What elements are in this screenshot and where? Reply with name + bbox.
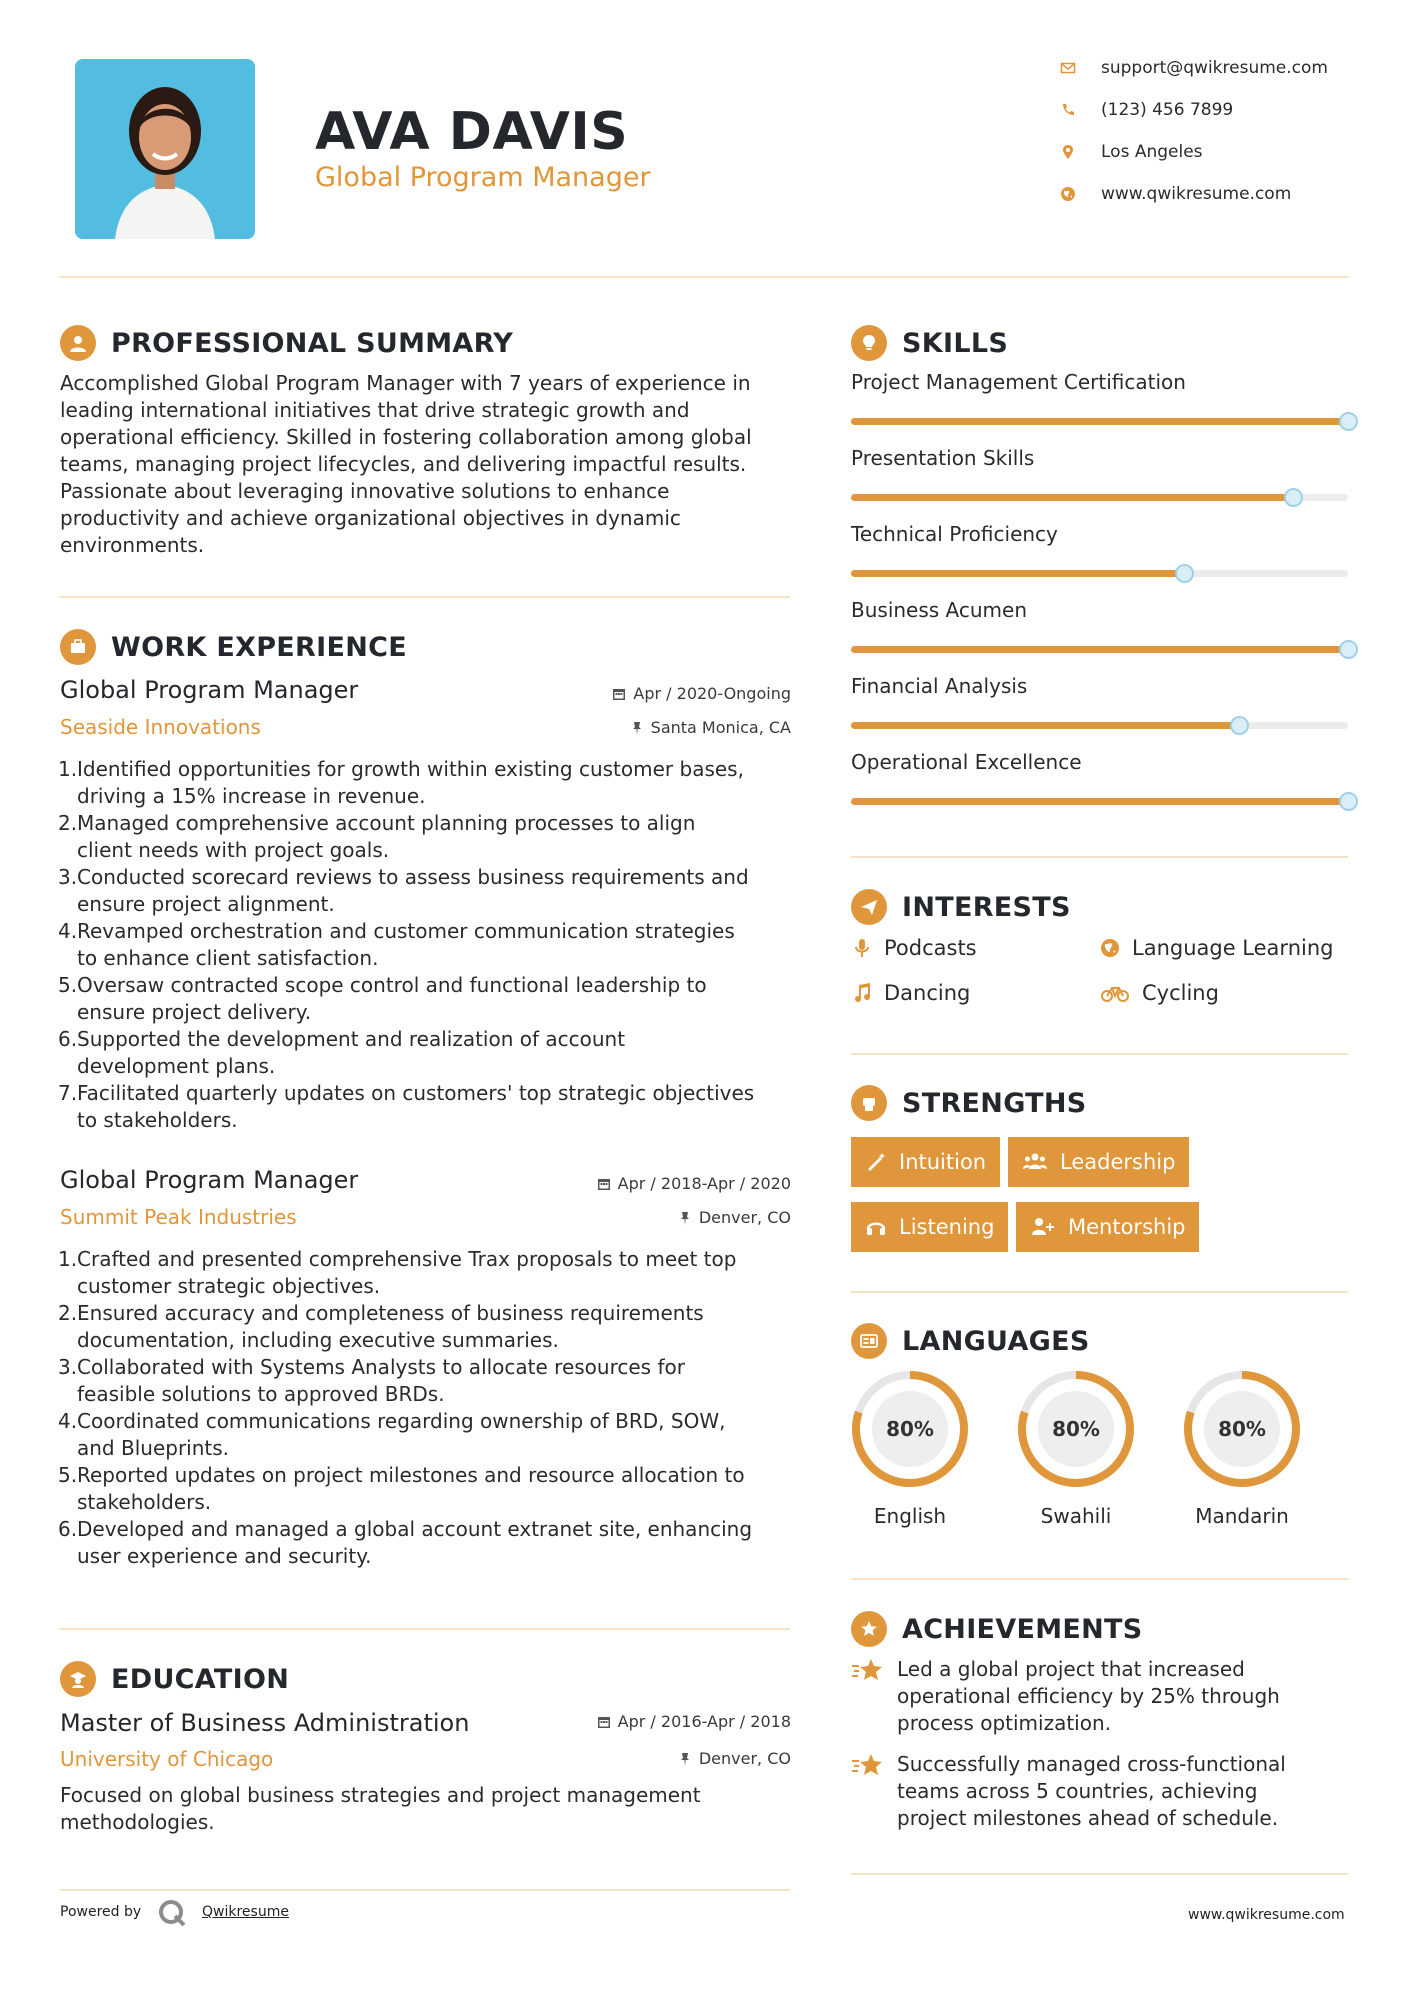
fist-icon: [851, 1085, 887, 1121]
list-item: 1. Crafted and presented comprehensive Trax proposals to meet top customer strategic objectives.: [58, 1247, 737, 1298]
education-line: Focused on global business strategies and project management: [60, 1783, 701, 1807]
contact-location: [1057, 141, 1203, 163]
list-item: 2. Managed comprehensive account planning processes to align client needs with project goals.: [58, 811, 696, 862]
contact-location-text: Los Angeles: [1101, 142, 1203, 162]
list-item: 4. Revamped orchestration and customer communication strategies to enhance client satisfaction.: [58, 919, 735, 970]
footer-website[interactable]: www.qwikresume.com: [1188, 1907, 1345, 1923]
pushpin-icon: [678, 1211, 692, 1225]
music-note-icon: [851, 982, 873, 1004]
language-percent: 80%: [886, 1417, 934, 1441]
calendar-icon: [597, 1715, 611, 1729]
section-divider: [851, 856, 1348, 858]
interest-label: Language Learning: [1132, 936, 1334, 960]
star-icon: [851, 1751, 885, 1781]
language-card-icon: [851, 1323, 887, 1359]
interest-label: Cycling: [1142, 981, 1219, 1005]
section-divider: [851, 1053, 1348, 1055]
skill-level-handle: [1175, 564, 1194, 583]
paper-plane-icon: [851, 889, 887, 925]
interests-heading: [851, 889, 1071, 925]
job-dates-text: Apr / 2020-Ongoing: [633, 684, 791, 703]
skill-level-handle: [1339, 640, 1358, 659]
strength-label: Intuition: [899, 1150, 987, 1174]
company-name: Seaside Innovations: [60, 715, 261, 739]
microphone-icon: [851, 937, 873, 959]
education-dates-text: Apr / 2016-Apr / 2018: [617, 1712, 791, 1731]
calendar-icon: [597, 1177, 611, 1191]
list-item: 5. Reported updates on project milestones and resource allocation to stakeholders.: [58, 1463, 745, 1514]
strength-tag-listening: [851, 1202, 1008, 1252]
skill-bar-fill: [851, 798, 1348, 805]
summary-line: productivity and achieve organizational objectives in dynamic: [60, 506, 681, 530]
achievement-text: Led a global project that increased operational efficiency by 25% through process optimization.: [897, 1657, 1280, 1735]
education-line: methodologies.: [60, 1810, 215, 1834]
achievement-item: [851, 1656, 1351, 1737]
skill-name: Presentation Skills: [851, 446, 1035, 470]
job-dates: [500, 1174, 791, 1193]
list-item: 3. Collaborated with Systems Analysts to allocate resources for feasible solutions to approved BRDs.: [58, 1355, 685, 1406]
strength-tag-mentorship: [1016, 1202, 1199, 1252]
job-bullets: [58, 1246, 798, 1570]
section-divider: [60, 1889, 790, 1891]
list-item: 2. Ensured accuracy and completeness of business requirements documentation, including executive summaries.: [58, 1301, 704, 1352]
header-divider: [60, 276, 1348, 278]
languages-heading: [851, 1323, 1090, 1359]
job-location: [500, 718, 791, 737]
education-heading: [60, 1661, 289, 1697]
job-dates-text: Apr / 2018-Apr / 2020: [617, 1174, 791, 1193]
users-icon: [1022, 1151, 1048, 1173]
language-ring: [849, 1368, 971, 1490]
contact-email-text: support@qwikresume.com: [1101, 58, 1328, 78]
globe-icon: [1099, 937, 1121, 959]
interest-label: Dancing: [884, 981, 971, 1005]
job-location-text: Santa Monica, CA: [650, 718, 791, 737]
contact-email[interactable]: [1057, 57, 1328, 79]
skill-bar: [851, 418, 1348, 425]
qwikresume-logo: [157, 1898, 187, 1932]
summary-line: teams, managing project lifecycles, and delivering impactful results.: [60, 452, 747, 476]
interest-label: Podcasts: [884, 936, 977, 960]
skills-heading: [851, 325, 1008, 361]
user-plus-icon: [1030, 1216, 1056, 1238]
job-dates: [500, 684, 791, 703]
list-item: 3. Conducted scorecard reviews to assess business requirements and ensure project alignment.: [58, 865, 749, 916]
summary-line: environments.: [60, 533, 205, 557]
strengths-title: STRENGTHS: [902, 1087, 1087, 1119]
skill-bar: [851, 798, 1348, 805]
section-divider: [60, 1628, 790, 1630]
bicycle-icon: [1099, 982, 1131, 1004]
language-percent: 80%: [1052, 1417, 1100, 1441]
achievement-item: [851, 1751, 1351, 1832]
user-icon: [60, 325, 96, 361]
strength-label: Listening: [899, 1215, 995, 1239]
list-item: 1. Identified opportunities for growth within existing customer bases, driving a 15% increase in revenue.: [58, 757, 744, 808]
skill-name: Project Management Certification: [851, 370, 1186, 394]
company-name: Summit Peak Industries: [60, 1205, 297, 1229]
language-item: [849, 1368, 971, 1528]
skill-name: Technical Proficiency: [851, 522, 1058, 546]
school-name: University of Chicago: [60, 1747, 274, 1771]
list-item: 7. Facilitated quarterly updates on customers' top strategic objectives to stakeholders.: [58, 1081, 755, 1132]
achievements-title: ACHIEVEMENTS: [902, 1613, 1143, 1645]
contact-phone[interactable]: [1057, 99, 1233, 121]
headphones-icon: [865, 1216, 887, 1238]
list-item: 6. Supported the development and realization of account development plans.: [58, 1027, 626, 1078]
list-item: 6. Developed and managed a global account extranet site, enhancing user experience and security.: [58, 1517, 753, 1568]
section-divider: [851, 1578, 1348, 1580]
map-pin-icon: [1057, 141, 1079, 163]
skill-level-handle: [1339, 792, 1358, 811]
skill-bar-fill: [851, 722, 1239, 729]
job-location: [500, 1208, 791, 1227]
achievement-text: Successfully managed cross-functional teams across 5 countries, achieving project milestones ahead of schedule.: [897, 1752, 1286, 1830]
summary-title: PROFESSIONAL SUMMARY: [111, 327, 514, 359]
job-title: Global Program Manager: [60, 676, 359, 704]
language-name: Mandarin: [1195, 1504, 1289, 1528]
skill-bar-fill: [851, 418, 1348, 425]
language-percent: 80%: [1218, 1417, 1266, 1441]
strength-tag-leadership: [1008, 1137, 1189, 1187]
list-item: 4. Coordinated communications regarding ownership of BRD, SOW, and Blueprints.: [58, 1409, 726, 1460]
interest-podcasts: [851, 936, 977, 960]
education-location: [500, 1749, 791, 1768]
skill-name: Financial Analysis: [851, 674, 1028, 698]
languages-title: LANGUAGES: [902, 1325, 1090, 1357]
calendar-icon: [612, 687, 626, 701]
language-item: [1181, 1368, 1303, 1528]
education-location-text: Denver, CO: [698, 1749, 791, 1768]
candidate-name: AVA DAVIS: [315, 102, 629, 162]
magic-wand-icon: [865, 1151, 887, 1173]
summary-heading: [60, 325, 513, 361]
education-dates: [500, 1712, 791, 1731]
skill-name: Business Acumen: [851, 598, 1028, 622]
language-ring: [1015, 1368, 1137, 1490]
profile-photo: [75, 59, 255, 239]
skill-bar: [851, 494, 1348, 501]
envelope-icon: [1057, 57, 1079, 79]
summary-line: operational efficiency. Skilled in fostering collaboration among global: [60, 425, 752, 449]
contact-website-text: www.qwikresume.com: [1101, 184, 1292, 204]
skill-name: Operational Excellence: [851, 750, 1082, 774]
summary-line: Accomplished Global Program Manager with 7 years of experience in: [60, 371, 751, 395]
interest-language-learning: [1099, 936, 1333, 960]
section-divider: [851, 1291, 1348, 1293]
list-item: 5. Oversaw contracted scope control and functional leadership to ensure project delivery.: [58, 973, 707, 1024]
contact-phone-text: (123) 456 7899: [1101, 100, 1234, 120]
experience-heading: [60, 629, 407, 665]
contact-website[interactable]: [1057, 183, 1291, 205]
candidate-title: Global Program Manager: [315, 162, 651, 193]
interests-title: INTERESTS: [902, 891, 1071, 923]
pushpin-icon: [678, 1752, 692, 1766]
language-name: English: [873, 1504, 947, 1528]
summary-text: [60, 370, 800, 559]
skill-bar-fill: [851, 646, 1348, 653]
summary-line: leading international initiatives that drive strategic growth and: [60, 398, 690, 422]
strength-label: Mentorship: [1068, 1215, 1186, 1239]
strength-tag-intuition: [851, 1137, 1000, 1187]
job-location-text: Denver, CO: [698, 1208, 791, 1227]
section-divider: [60, 596, 790, 598]
pushpin-icon: [630, 721, 644, 735]
education-description: [60, 1782, 800, 1836]
skill-bar: [851, 722, 1348, 729]
lightbulb-icon: [851, 325, 887, 361]
brand-link[interactable]: Qwikresume: [202, 1904, 289, 1920]
summary-line: Passionate about leveraging innovative solutions to enhance: [60, 479, 670, 503]
degree-name: Master of Business Administration: [60, 1709, 470, 1737]
briefcase-icon: [60, 629, 96, 665]
section-divider: [851, 1873, 1348, 1875]
interest-cycling: [1099, 981, 1219, 1005]
skill-bar: [851, 570, 1348, 577]
phone-icon: [1057, 99, 1079, 121]
strength-label: Leadership: [1060, 1150, 1176, 1174]
language-ring: [1181, 1368, 1303, 1490]
star-badge-icon: [851, 1611, 887, 1647]
job-title: Global Program Manager: [60, 1166, 359, 1194]
skill-level-handle: [1230, 716, 1249, 735]
skill-level-handle: [1339, 412, 1358, 431]
skill-bar-fill: [851, 494, 1293, 501]
graduate-icon: [60, 1661, 96, 1697]
star-icon: [851, 1656, 885, 1686]
skill-level-handle: [1284, 488, 1303, 507]
interest-dancing: [851, 981, 970, 1005]
achievements-heading: [851, 1611, 1143, 1647]
language-name: Swahili: [1040, 1504, 1112, 1528]
job-bullets: [58, 756, 798, 1134]
language-item: [1015, 1368, 1137, 1528]
powered-by-label: Powered by: [60, 1904, 142, 1920]
globe-icon: [1057, 183, 1079, 205]
skills-title: SKILLS: [902, 327, 1009, 359]
strengths-heading: [851, 1085, 1087, 1121]
skill-bar: [851, 646, 1348, 653]
experience-title: WORK EXPERIENCE: [111, 631, 407, 663]
education-title: EDUCATION: [111, 1663, 290, 1695]
skill-bar-fill: [851, 570, 1184, 577]
